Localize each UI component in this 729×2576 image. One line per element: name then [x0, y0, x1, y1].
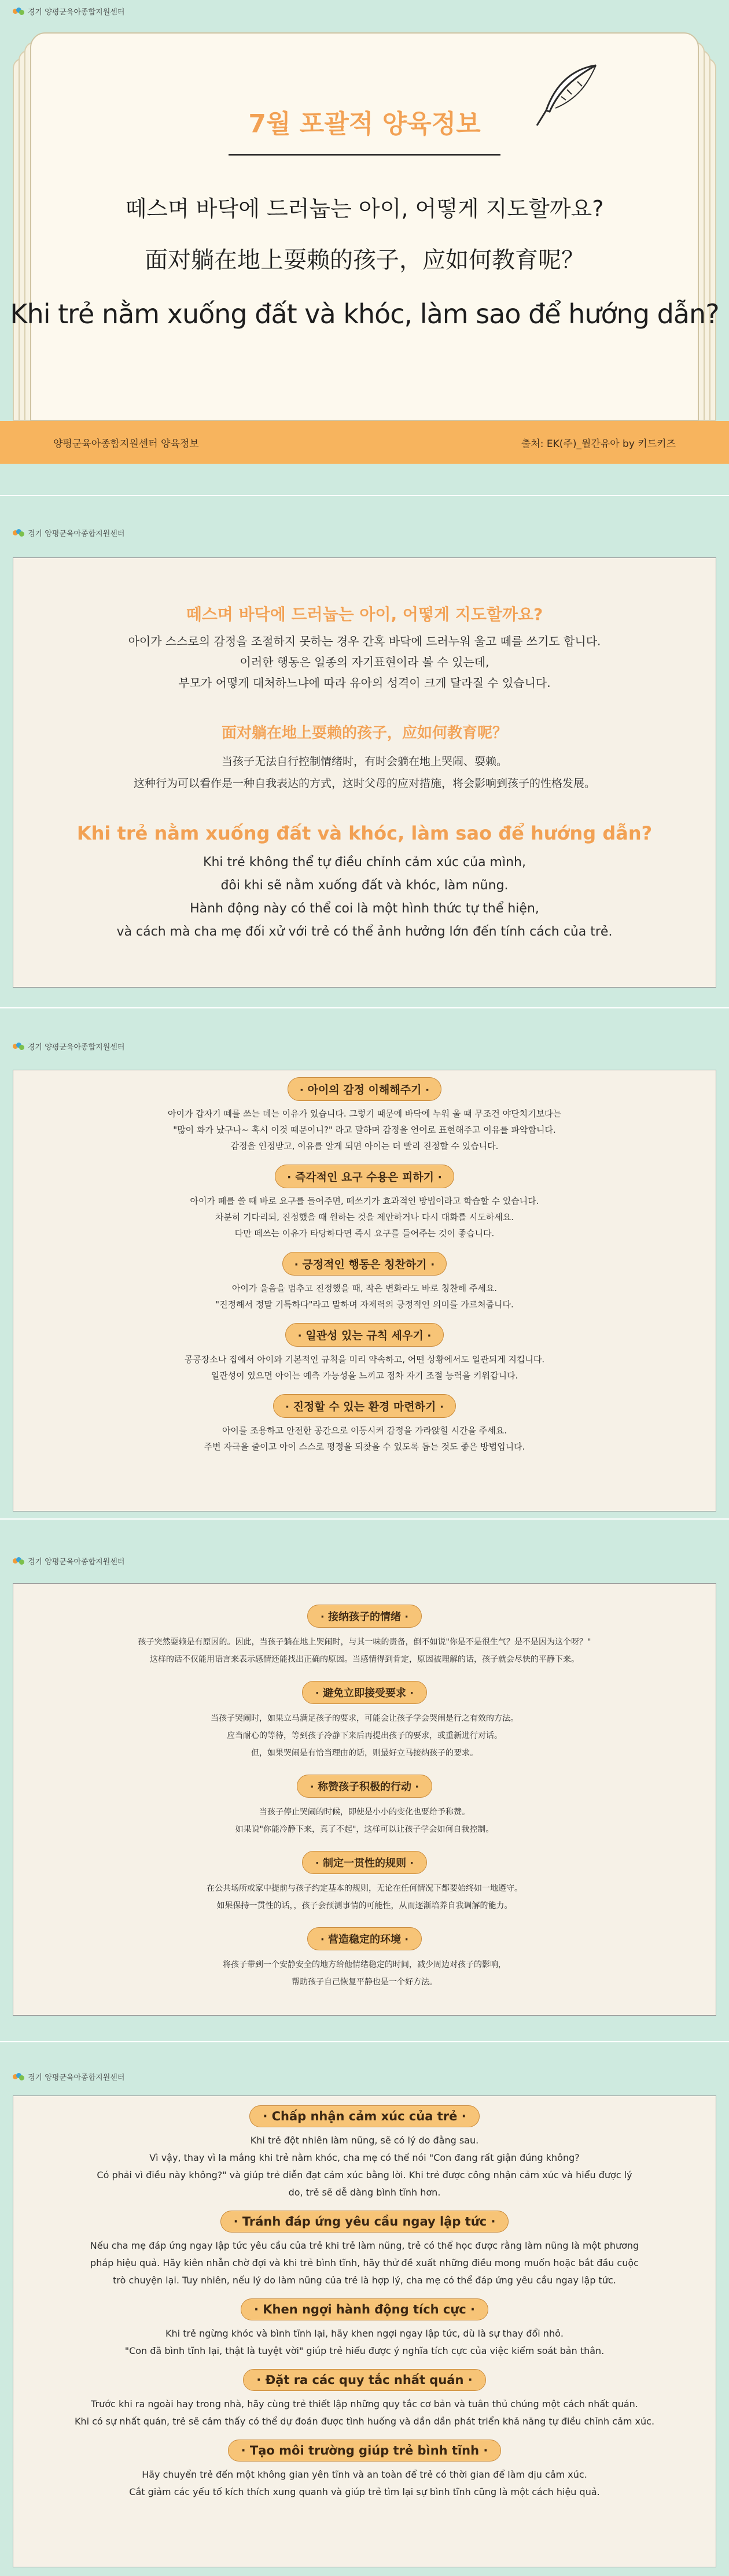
tip-body-line: 아이가 갑자기 떼를 쓰는 데는 이유가 있습니다. 그렇기 때문에 바닥에 누워 울 때 무조건 야단치기보다는	[167, 1108, 562, 1119]
tip-body-line: Khi trẻ ngừng khóc và bình tĩnh lại, hãy khen ngợi ngay lập tức, dù là sự thay đổi nhỏ.	[165, 2328, 564, 2339]
tip-title-pill: · 接纳孩子的情绪 ·	[307, 1605, 422, 1628]
tip-heading	[13, 2211, 716, 2233]
question-ko: 떼스며 바닥에 드러눕는 아이, 어떻게 지도할까요?	[125, 196, 604, 221]
tip-body-line: Cắt giảm các yếu tố kích thích xung quanh và giúp trẻ tìm lại sự bình tĩnh cũng là một cách hiệu quả.	[129, 2486, 600, 2497]
tip-body-line: Nếu cha mẹ đáp ứng ngay lập tức yêu cầu của trẻ khi trẻ làm nũng, trẻ có thể học được rằng làm nũng là một phương	[90, 2240, 639, 2251]
tip-title-pill: · Tạo môi trường giúp trẻ bình tĩnh ·	[228, 2440, 502, 2462]
tip-body-line: 孩子突然耍赖是有原因的。因此，当孩子躺在地上哭闹时，与其一味的责备，倒不如说"你是不是很生气？是不是因为这个呀？"	[138, 1638, 591, 1647]
tip-body-line: 帮助孩子自己恢复平静也是一个好方法。	[292, 1978, 437, 1987]
tip-body-line: 将孩子带到一个安静安全的地方给他情绪稳定的时间，减少周边对孩子的影响，	[223, 1960, 506, 1969]
tip-heading	[13, 1165, 716, 1188]
tip-body-line: 다만 떼쓰는 이유가 타당하다면 즉시 요구를 들어주는 것이 좋습니다.	[234, 1228, 495, 1239]
org-logo	[13, 1555, 124, 1566]
tip-body-line: 공공장소나 집에서 아이와 기본적인 규칙을 미리 약속하고, 어떤 상황에서도 일관되게 지킵니다.	[184, 1354, 545, 1365]
tip-body-line: 这样的话不仅能用语言来表示感情还能找出正确的原因。当感情得到肯定，原因被理解的话，孩子就会尽快的平静下来。	[150, 1655, 579, 1664]
intro-ko-line: 아이가 스스로의 감정을 조절하지 못하는 경우 간혹 바닥에 드러누워 울고 떼를 쓰기도 합니다.	[128, 634, 601, 648]
ko-tips-section	[0, 1008, 729, 1517]
title-underline	[229, 154, 500, 156]
tip-body-line: Có phải vì điều này không?" và giúp trẻ diễn đạt cảm xúc bằng lời. Khi trẻ được công nhận cảm xúc và hiểu được lý	[97, 2170, 632, 2180]
tip-body-line: trò chuyện lại. Tuy nhiên, nếu lý do làm nũng của trẻ là hợp lý, cha mẹ có thể đáp ứng yêu cầu ngay lập tức.	[113, 2275, 616, 2286]
vi-tips-box	[13, 2095, 716, 2567]
tip-title-pill: · 긍정적인 행동은 칭찬하기 ·	[282, 1252, 447, 1276]
tip-body-line: 应当耐心的等待，等到孩子冷静下来后再提出孩子的要求，或重新进行对话。	[227, 1731, 502, 1740]
tip-body-line: 当孩子哭闹时，如果立马满足孩子的要求，可能会让孩子学会哭闹是行之有效的方法。	[211, 1714, 518, 1723]
tip-body-line: "Con đã bình tĩnh lại, thật là tuyệt vời" giúp trẻ hiểu được ý nghĩa tích cực của việc kiểm soát bản thân.	[124, 2345, 605, 2356]
tip-heading	[13, 1323, 716, 1347]
org-logo	[13, 1041, 124, 1052]
tip-heading	[13, 1851, 716, 1874]
tip-body-line: "많이 화가 났구나~ 혹시 이것 때문이니?" 라고 말하며 감정을 언어로 표현해주고 이유를 파악합니다.	[173, 1125, 556, 1135]
section-divider	[0, 495, 729, 496]
tip-body-line: 감정을 인정받고, 이유를 알게 되면 아이는 더 빨리 진정할 수 있습니다.	[230, 1141, 499, 1151]
tip-heading	[13, 2440, 716, 2462]
tip-body-line: Vì vậy, thay vì la mắng khi trẻ nằm khóc, cha mẹ có thể nói "Con đang rất giận đúng không?	[149, 2152, 580, 2163]
org-logo-icon	[13, 529, 24, 537]
tip-heading	[13, 2105, 716, 2127]
intro-zh-title: 面对躺在地上耍赖的孩子，应如何教育呢？	[221, 725, 507, 742]
tip-title-pill: · 아이의 감정 이해해주기 ·	[288, 1077, 441, 1101]
intro-section	[0, 497, 729, 1006]
tip-heading	[13, 1394, 716, 1418]
tip-body-line: Hãy chuyển trẻ đến một không gian yên tĩnh và an toàn để trẻ có thời gian để làm dịu cảm xúc.	[142, 2469, 587, 2480]
intro-ko-title: 떼스며 바닥에 드러눕는 아이, 어떻게 지도할까요?	[186, 605, 543, 624]
intro-ko-line: 이러한 행동은 일종의 자기표현이라 볼 수 있는데,	[240, 655, 489, 669]
tip-body-line: Khi có sự nhất quán, trẻ sẽ cảm thấy có thể dự đoán được tình huống và dần dần phát triển khả năng tự điều chỉnh cảm xúc.	[74, 2416, 655, 2427]
header-section	[0, 0, 729, 457]
org-logo-text: 경기 양평군육아종합지원센터	[28, 530, 125, 538]
tip-body-line: 차분히 기다리되, 진정했을 때 원하는 것을 제안하거나 다시 대화를 시도하세요.	[215, 1212, 514, 1222]
org-logo-icon	[13, 1557, 24, 1565]
intro-ko-line: 부모가 어떻게 대처하느냐에 따라 유아의 성격이 크게 달라질 수 있습니다.	[178, 676, 551, 690]
tip-heading	[13, 2369, 716, 2391]
tip-body-line: 주변 자극을 줄이고 아이 스스로 평정을 되찾을 수 있도록 돕는 것도 좋은 방법입니다.	[204, 1442, 525, 1452]
org-logo-text: 경기 양평군육아종합지원센터	[28, 1043, 125, 1052]
tip-body-line: do, trẻ sẽ dễ dàng bình tĩnh hơn.	[288, 2187, 441, 2198]
org-logo-text: 경기 양평군육아종합지원센터	[28, 2074, 125, 2082]
tip-body-line: 在公共场所或家中提前与孩子约定基本的规则，无论在任何情况下都要始终如一地遵守。	[207, 1884, 522, 1893]
tip-body-line: 如果说"你能冷静下来，真了不起"，这样可以让孩子学会如何自我控制。	[235, 1825, 494, 1834]
tip-title-pill: · Chấp nhận cảm xúc của trẻ ·	[249, 2105, 479, 2127]
header-footer-bar	[0, 421, 729, 464]
ko-tips-box	[13, 1070, 716, 1511]
tip-title-pill: · 制定一贯性的规则 ·	[302, 1851, 427, 1874]
intro-vi-title: Khi trẻ nằm xuống đất và khóc, làm sao để hướng dẫn?	[76, 822, 653, 844]
org-logo	[13, 6, 124, 17]
tip-body-line: 아이가 울음을 멈추고 진정했을 때, 작은 변화라도 바로 칭찬해 주세요.	[231, 1283, 498, 1293]
tip-heading	[13, 1077, 716, 1101]
tip-body-line: Trước khi ra ngoài hay trong nhà, hãy cùng trẻ thiết lập những quy tắc cơ bản và tuân thủ chúng một cách nhất quán.	[91, 2398, 638, 2409]
tip-heading	[13, 1605, 716, 1628]
tip-body-line: pháp hiệu quả. Hãy kiên nhẫn chờ đợi và khi trẻ bình tĩnh, hãy thử đề xuất những điều mong muốn hoặc bắt đầu cuộc	[90, 2257, 639, 2268]
tip-title-pill: · 避免立即接受要求 ·	[302, 1681, 427, 1704]
tip-body-line: "진정해서 정말 기특하다"라고 말하며 자제력의 긍정적인 의미를 가르쳐줍니다.	[215, 1299, 514, 1310]
org-logo-icon	[13, 8, 24, 16]
tip-heading	[13, 1775, 716, 1798]
tip-title-pill: · Khen ngợi hành động tích cực ·	[241, 2298, 488, 2320]
org-logo-text: 경기 양평군육아종합지원센터	[28, 8, 125, 17]
org-logo	[13, 2071, 124, 2082]
tip-heading	[13, 1927, 716, 1950]
tip-title-pill: · 즉각적인 요구 수용은 피하기 ·	[275, 1165, 454, 1188]
zh-tips-section	[0, 1520, 729, 2028]
intro-box	[13, 557, 716, 988]
question-vi: Khi trẻ nằm xuống đất và khóc, làm sao để hướng dẫn?	[10, 298, 719, 330]
org-logo	[13, 527, 124, 538]
org-logo-icon	[13, 1043, 24, 1051]
tip-body-line: 일관성이 있으면 아이는 예측 가능성을 느끼고 점차 자기 조절 능력을 키워갑니다.	[211, 1370, 518, 1381]
intro-vi-line: đôi khi sẽ nằm xuống đất và khóc, làm nũng.	[220, 878, 509, 893]
tip-body-line: Khi trẻ đột nhiên làm nũng, sẽ có lý do đằng sau.	[250, 2135, 479, 2146]
page-title: 7월 포괄적 양육정보	[248, 109, 481, 139]
intro-vi-line: Hành động này có thể coi là một hình thức tự thể hiện,	[190, 901, 539, 916]
tip-title-pill: · 진정할 수 있는 환경 마련하기 ·	[273, 1394, 456, 1418]
tip-body-line: 아이가 떼를 쓸 때 바로 요구를 들어주면, 떼쓰기가 효과적인 방법이라고 학습할 수 있습니다.	[190, 1196, 539, 1206]
question-zh: 面对躺在地上耍赖的孩子，应如何教育呢？	[145, 247, 584, 274]
footer-source-label: 출처: EK(주)_월간유아 by 키드키즈	[521, 438, 676, 450]
tip-body-line: 아이를 조용하고 안전한 공간으로 이동시켜 감정을 가라앉힐 시간을 주세요.	[222, 1425, 507, 1436]
footer-org-label: 양평군육아종합지원센터 양육정보	[53, 438, 199, 450]
tip-body-line: 如果保持一贯性的话，，孩子会预测事情的可能性，从而逐渐培养自我调解的能力。	[216, 1901, 513, 1910]
org-logo-text: 경기 양평군육아종합지원센터	[28, 1558, 125, 1566]
tip-heading	[13, 1681, 716, 1704]
tip-title-pill: · Tránh đáp ứng yêu cầu ngay lập tức ·	[220, 2211, 509, 2233]
intro-vi-line: Khi trẻ không thể tự điều chỉnh cảm xúc của mình,	[203, 855, 526, 870]
tip-body-line: 但，如果哭闹是有恰当理由的话，则最好立马接纳孩子的要求。	[251, 1749, 478, 1758]
org-logo-icon	[13, 2073, 24, 2081]
zh-tips-box	[13, 1583, 716, 2016]
tip-body-line: 当孩子停止哭闹的时候，即使是小小的变化也要给予称赞。	[259, 1808, 470, 1817]
tip-title-pill: · 일관성 있는 규칙 세우기 ·	[285, 1323, 443, 1347]
intro-zh-line: 当孩子无法自行控制情绪时，有时会躺在地上哭闹、耍赖。	[221, 755, 507, 768]
tip-title-pill: · Đặt ra các quy tắc nhất quán ·	[243, 2369, 485, 2391]
intro-vi-line: và cách mà cha mẹ đối xử với trẻ có thể ảnh hưởng lớn đến tính cách của trẻ.	[116, 925, 613, 939]
tip-heading	[13, 1252, 716, 1276]
tip-title-pill: · 营造稳定的环境 ·	[307, 1927, 422, 1950]
intro-zh-line: 这种行为可以看作是一种自我表达的方式，这时父母的应对措施，将会影响到孩子的性格发展。	[133, 777, 595, 790]
tip-title-pill: · 称赞孩子积极的行动 ·	[297, 1775, 432, 1798]
tip-heading	[13, 2298, 716, 2320]
vi-tips-section	[0, 2042, 729, 2576]
